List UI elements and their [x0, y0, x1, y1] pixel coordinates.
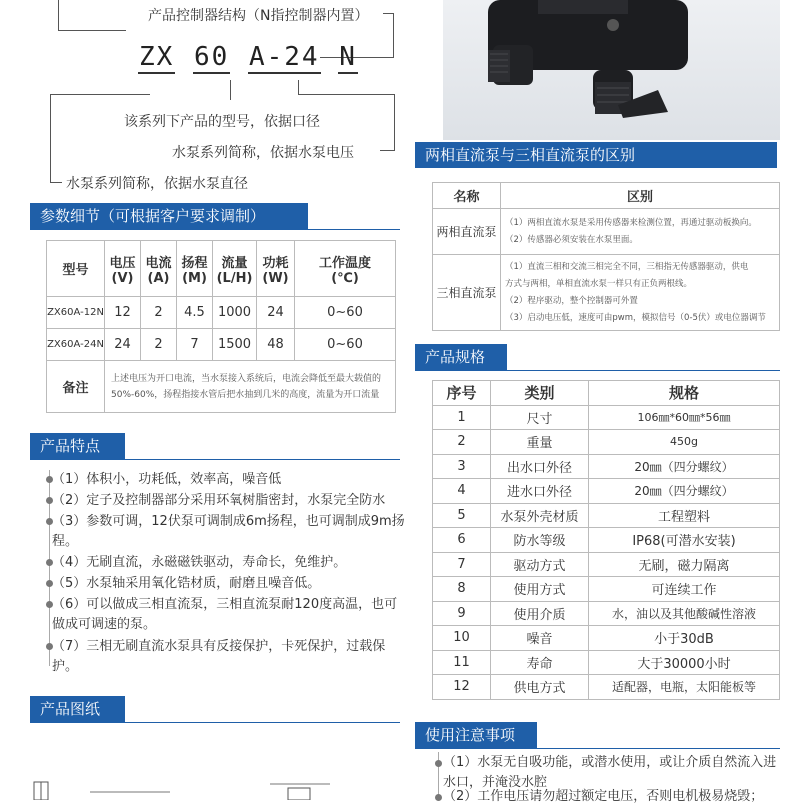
usage-note-1: （1）水泵无自吸功能，或潜水使用，或让介质自然流入进 水口，并淹没水腔: [443, 755, 777, 790]
params-col-temp: 工作温度 (℃): [295, 241, 396, 297]
pump-image: [443, 0, 780, 140]
params-col-current: 电流 (A): [141, 241, 177, 297]
label-controller-structure: 产品控制器结构（N指控制器内置）: [148, 8, 369, 24]
params-col-model: 型号: [47, 241, 105, 297]
code-part-controller: N: [339, 42, 357, 72]
table-row: 8 使用方式 可连续工作: [433, 577, 780, 602]
specs-col-no: 序号: [433, 381, 491, 406]
table-row: 5 水泵外壳材质 工程塑料: [433, 503, 780, 528]
params-col-head: 扬程 (M): [177, 241, 213, 297]
table-row: 6 防水等级 IP68(可潜水安装): [433, 528, 780, 553]
table-row: 10 噪音 小于30dB: [433, 626, 780, 651]
params-note-text: 上述电压为开口电流，当水泵接入系统后，电流会降低至最大载值的50%-60%，扬程指接水管后把水抽到几米的高度，流量为开口流量: [105, 361, 396, 413]
table-row: ZX60A-12N 12 2 4.5 1000 24 0~60: [47, 297, 396, 329]
diff-table: [432, 182, 780, 331]
feature-3: （3）参数可调，12伏泵可调制成6m扬程，也可调制成9m扬 程。: [52, 514, 405, 549]
specs-col-category: 类别: [491, 381, 589, 406]
usage-header: 使用注意事项: [415, 722, 537, 748]
code-part-series: ZX: [139, 42, 175, 72]
params-col-voltage: 电压 (V): [105, 241, 141, 297]
table-row: 7 驱动方式 无刷，磁力隔离: [433, 552, 780, 577]
table-row: 11 寿命 大于30000小时: [433, 650, 780, 675]
params-col-power: 功耗 (W): [257, 241, 295, 297]
label-series: 水泵系列简称，依据水泵直径: [66, 176, 248, 192]
params-header: 参数细节（可根据客户要求调制）: [30, 203, 308, 229]
table-row: 9 使用介质 水，油以及其他酸碱性溶液: [433, 601, 780, 626]
code-part-model-voltage: A-24: [248, 42, 320, 72]
specs-table: [432, 380, 780, 700]
product-photo: [443, 0, 780, 140]
diff-header: 两相直流泵与三相直流泵的区别: [415, 142, 777, 168]
features-header: 产品特点: [30, 433, 125, 459]
specs-col-spec: 规格: [589, 381, 780, 406]
table-row: 12 供电方式 适配器，电瓶，太阳能板等: [433, 675, 780, 700]
label-voltage: 水泵系列简称，依据水泵电压: [172, 145, 354, 161]
diff-col-diff: 区别: [501, 183, 780, 209]
drawing-header: 产品图纸: [30, 696, 125, 722]
table-row: ZX60A-24N 24 2 7 1500 48 0~60: [47, 329, 396, 361]
feature-4: （4）无刷直流，永磁磁铁驱动，寿命长，免维护。: [52, 555, 347, 570]
feature-1: （1）体积小，功耗低，效率高，噪音低: [52, 472, 282, 487]
model-code: [138, 42, 358, 72]
product-drawing: [30, 770, 330, 800]
params-note-row: [47, 361, 396, 413]
code-part-size: 60: [193, 42, 230, 72]
feature-5: （5）水泵轴采用氧化锆材质，耐磨且噪音低。: [52, 576, 321, 591]
label-model: 该系列下产品的型号，依据口径: [124, 114, 320, 130]
table-row: 3 出水口外径 20㎜（四分螺纹）: [433, 454, 780, 479]
table-row: 2 重量 450g: [433, 430, 780, 455]
feature-2: （2）定子及控制器部分采用环氧树脂密封，水泵完全防水: [52, 493, 386, 508]
params-table: [46, 240, 396, 413]
params-note-label: 备注: [47, 361, 105, 413]
table-row: 1 尺寸 106㎜*60㎜*56㎜: [433, 405, 780, 430]
feature-7: （7）三相无刷直流水泵具有反接保护，卡死保护，过载保 护。: [52, 639, 386, 674]
usage-note-2: （2）工作电压请勿超过额定电压，否则电机极易烧毁；: [443, 789, 764, 804]
specs-header: 产品规格: [415, 344, 507, 370]
table-row: 三相直流泵 （1）直流三相和交流三相完全不同，三相指无传感器驱动，供电 方式与两相，单相直流水泵一样只有正负两根线。 （2）程序驱动，整个控制器可外置 （3）启动电压低，速度可由pwm，模拟信号（0-5伏）或电位器调节: [433, 255, 780, 331]
table-row: 4 进水口外径 20㎜（四分螺纹）: [433, 479, 780, 504]
diff-col-name: 名称: [433, 183, 501, 209]
params-col-flow: 流量 (L/H): [213, 241, 257, 297]
feature-6: （6）可以做成三相直流泵，三相直流泵耐120度高温，也可 做成可调速的泵。: [52, 597, 398, 632]
table-row: 两相直流泵 （1）两相直流水泵是采用传感器来检测位置，再通过驱动板换向。 （2）传感器必须安装在水泵里面。: [433, 209, 780, 255]
